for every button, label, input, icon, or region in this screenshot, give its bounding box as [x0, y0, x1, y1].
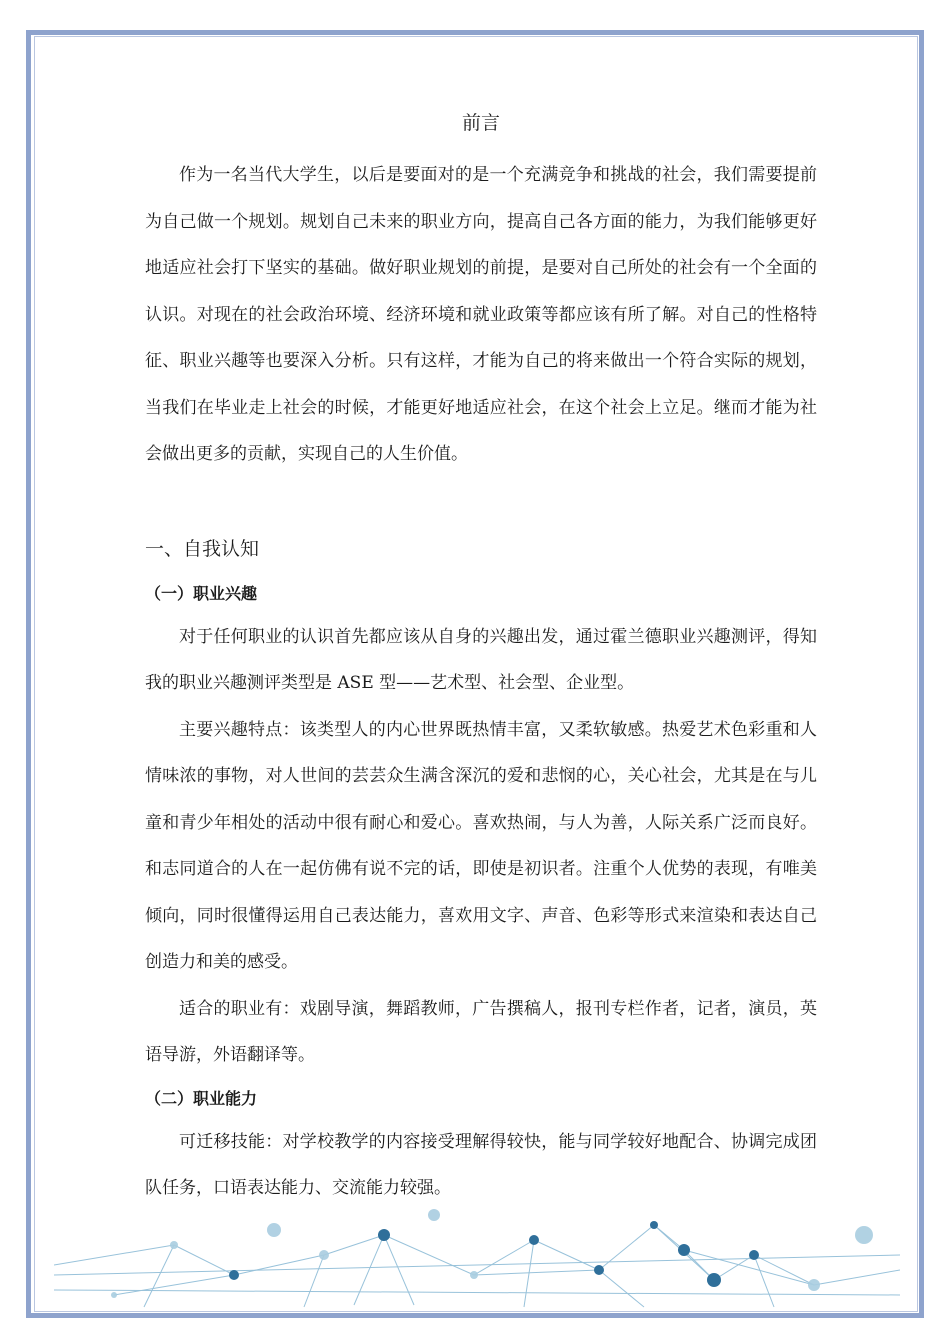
subsection-heading-ability: （二）职业能力 — [145, 1088, 258, 1108]
interest-paragraph-1: 对于任何职业的认识首先都应该从自身的兴趣出发，通过霍兰德职业兴趣测评，得知我的职业兴趣测评类型是 ASE 型——艺术型、社会型、企业型。 — [145, 626, 817, 693]
document-body — [145, 110, 817, 1212]
preface-paragraph: 作为一名当代大学生，以后是要面对的是一个充满竞争和挑战的社会，我们需要提前为自己做一个规划。规划自己未来的职业方向，提高自己各方面的能力，为我们能够更好地适应社会打下坚实的基础。做好职业规划的前提，是要对自己所处的社会有一个全面的认识。对现在的社会政治环境、经济环境和就业政策等都应该有所了解。对自己的性格特征、职业兴趣等也要深入分析。只有这样，才能为自己的将来做出一个符合实际的规划，当我们在毕业走上社会的时候，才能更好地适应社会，在这个社会上立足。继而才能为社会做出更多的贡献，实现自己的人生价值。 — [145, 165, 817, 464]
subsection-heading-interest: （一）职业兴趣 — [145, 583, 258, 603]
network-graph-banner-icon — [54, 1195, 900, 1310]
ability-paragraph-1: 可迁移技能：对学校教学的内容接受理解得较快，能与同学较好地配合、协调完成团队任务，口语表达能力、交流能力较强。 — [145, 1131, 817, 1198]
page-title: 前言 — [461, 112, 500, 134]
interest-paragraph-2: 主要兴趣特点：该类型人的内心世界既热情丰富，又柔软敏感。热爱艺术色彩重和人情味浓的事物，对人世间的芸芸众生满含深沉的爱和悲悯的心，关心社会，尤其是在与儿童和青少年相处的活动中很有耐心和爱心。喜欢热闹，与人为善，人际关系广泛而良好。和志同道合的人在一起仿佛有说不完的话，即使是初识者。注重个人优势的表现，有唯美倾向，同时很懂得运用自己表达能力，喜欢用文字、声音、色彩等形式来渲染和表达自己创造力和美的感受。 — [145, 719, 817, 972]
section-heading-self-awareness: 一、自我认知 — [145, 537, 260, 560]
interest-paragraph-3: 适合的职业有：戏剧导演，舞蹈教师，广告撰稿人，报刊专栏作者，记者，演员，英语导游，外语翻译等。 — [145, 998, 817, 1065]
